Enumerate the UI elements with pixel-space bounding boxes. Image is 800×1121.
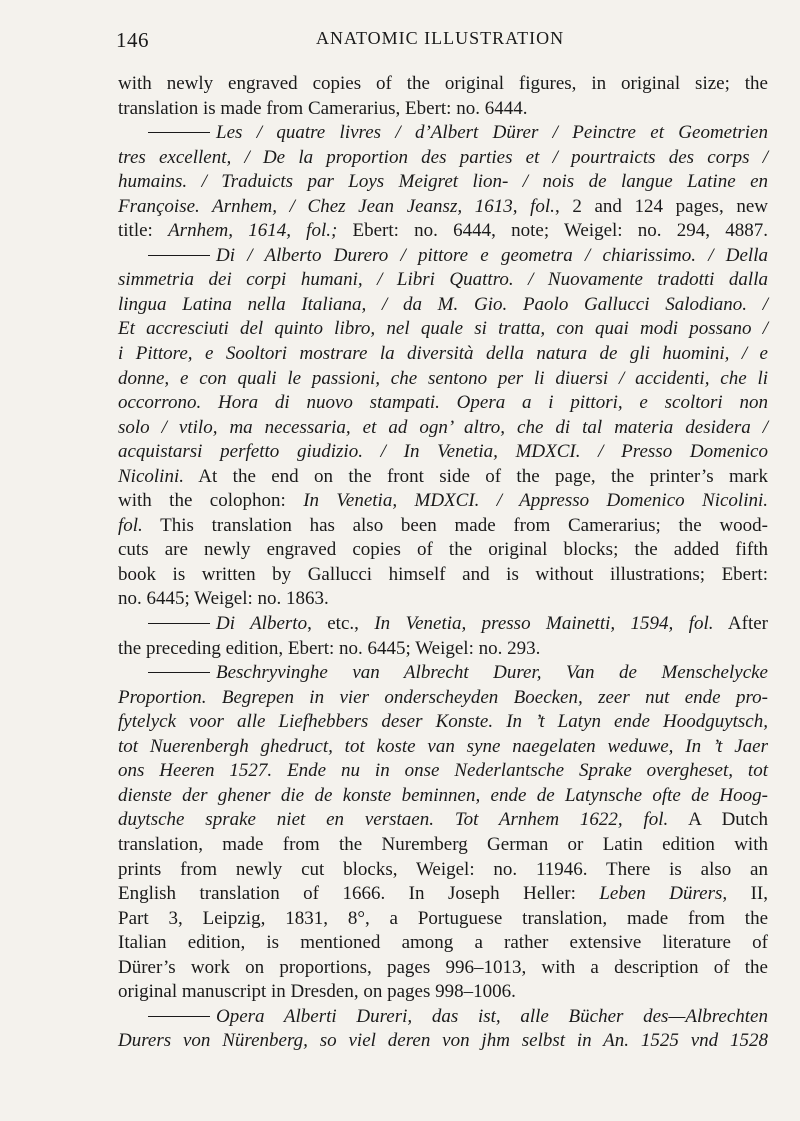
text-line [118, 342, 768, 367]
text-line [118, 784, 768, 809]
text-run: prints from newly cut blocks, Weigel: no. 11946. There is also an [118, 858, 768, 880]
text-run: II, [727, 883, 769, 905]
text-run: translation, made from the Nuremberg German or Latin edition with [118, 833, 768, 855]
text-run: tres excellent, / De la proportion des parties et / pourtraicts des corps / [118, 146, 768, 168]
text-run: simmetria dei corpi humani, / Libri Quattro. / Nuovamente tradotti dalla [118, 269, 768, 291]
text-line [118, 956, 768, 981]
page-header [116, 28, 766, 52]
text-run: Di Alberto [216, 613, 308, 635]
text-run: i Pittore, e Sooltori mostrare la diversità della natura de gli huomini, / e [118, 343, 768, 365]
text-run: After [713, 613, 768, 635]
text-run: translation is made from Camerarius, Ebert: no. 6444. [118, 97, 528, 119]
text-run: fytelyck voor alle Liefhebbers deser Konste. In ’t Latyn ende Hoodguytsch, [118, 711, 768, 733]
text-run: no. 6445; Weigel: no. 1863. [118, 588, 329, 610]
text-run: Les / quatre livres / d’Albert Dürer / Peinctre et Geometrien [216, 122, 768, 144]
text-run: occorrono. Hora di nuovo stampati. Opera a i pittori, e scoltori non [118, 392, 768, 414]
text-run: This translation has also been made from Camerarius; the wood- [142, 514, 768, 536]
body-text [118, 72, 768, 1054]
text-run: Opera Alberti Dureri, das ist, alle Bücher des—Albrechten [216, 1005, 768, 1027]
text-run: book is written by Gallucci himself and is without illustrations; Ebert: [118, 563, 768, 585]
text-run: Beschryvinghe van Albrecht Durer, Van de Menschelycke [216, 662, 768, 684]
text-line [118, 244, 768, 269]
text-line [118, 416, 768, 441]
text-run: ons Heeren 1527. Ende nu in onse Nederlantsche Sprake overgheset, tot [118, 760, 768, 782]
ditto-rule [148, 672, 210, 673]
text-line [118, 170, 768, 195]
text-line [118, 367, 768, 392]
text-run: Durers von Nürenberg, so viel deren von jhm selbst in An. 1525 vnd 1528 [118, 1030, 768, 1052]
running-title: ANATOMIC ILLUSTRATION [316, 28, 565, 48]
text-line [118, 980, 768, 1005]
text-line [118, 1029, 768, 1054]
text-run: Françoise. Arnhem, / Chez Jean Jeansz, 1613, fol. [118, 195, 555, 217]
text-line [118, 587, 768, 612]
text-line [118, 661, 768, 686]
text-run: original manuscript in Dresden, on pages 998–1006. [118, 981, 516, 1003]
text-run: A Dutch [668, 809, 768, 831]
text-line [118, 440, 768, 465]
text-line [118, 833, 768, 858]
text-line [118, 858, 768, 883]
text-line [118, 686, 768, 711]
text-run: fol. [118, 514, 143, 536]
ditto-rule [148, 1016, 210, 1017]
text-line [118, 219, 768, 244]
text-line [118, 735, 768, 760]
text-line [118, 465, 768, 490]
text-run: Et accresciuti del quinto libro, nel quale si tratta, con quai modi possano / [118, 318, 768, 340]
text-line [118, 293, 768, 318]
text-run: the preceding edition, Ebert: no. 6445; Weigel: no. 293. [118, 637, 541, 659]
text-line [118, 121, 768, 146]
text-line [118, 612, 768, 637]
text-run: , etc., [307, 613, 375, 635]
text-run: with newly engraved copies of the original figures, in original size; the [118, 73, 768, 94]
text-line [118, 317, 768, 342]
text-run: cuts are newly engraved copies of the original blocks; the added fifth [118, 539, 768, 561]
text-run: Di / Alberto Durero / pittore e geometra / chiarissimo. / Della [216, 244, 768, 266]
text-line [118, 637, 768, 662]
text-line [118, 391, 768, 416]
text-run: Leben Dürers, [599, 883, 728, 905]
text-run: solo / vtilo, ma necessaria, et ad ogn’ altro, che di tal materia desidera / [118, 416, 768, 438]
text-run: In Venetia, MDXCI. / Appresso Domenico Nicolini. [303, 490, 768, 512]
text-run: Part 3, Leipzig, 1831, 8°, a Portuguese translation, made from the [118, 907, 768, 929]
text-run: duytsche sprake niet en verstaen. Tot Arnhem 1622, fol. [118, 809, 669, 831]
text-run: At the end on the front side of the page, the printer’s mark [183, 465, 768, 487]
text-run: Ebert: no. 6444, note; Weigel: no. 294, 4887. [337, 220, 769, 242]
text-line [118, 931, 768, 956]
ditto-rule [148, 255, 210, 256]
text-line [118, 1005, 768, 1030]
text-line [118, 195, 768, 220]
text-run: In Venetia, presso Mainetti, 1594, fol. [374, 613, 714, 635]
text-line [118, 808, 768, 833]
text-run: Nicolini. [118, 465, 184, 487]
text-line [118, 759, 768, 784]
text-run: Dürer’s work on proportions, pages 996–1013, with a description of the [118, 956, 768, 978]
text-line [118, 489, 768, 514]
text-run: dienste der ghener die de konste beminnen, ende de Latynsche ofte de Hoog- [118, 784, 768, 806]
text-line [118, 563, 768, 588]
text-run: tot Nuerenbergh ghedruct, tot koste van syne naegelaten weduwe, In ’t Jaer [118, 735, 768, 757]
ditto-rule [148, 132, 210, 133]
text-run: title: [118, 220, 169, 242]
text-run: donne, e con quali le passioni, che sentono per li diuersi / accidenti, che li [118, 367, 768, 389]
text-line [118, 97, 768, 122]
text-run: humains. / Traduicts par Loys Meigret lion- / nois de langue Latine en [118, 171, 768, 193]
text-run: Italian edition, is mentioned among a rather extensive literature of [118, 932, 768, 954]
text-run: Arnhem, 1614, fol.; [168, 220, 338, 242]
text-run: acquistarsi perfetto giudizio. / In Venetia, MDXCI. / Presso Domenico [118, 441, 768, 463]
text-run: Proportion. Begrepen in vier onderscheyden Boecken, zeer nut ende pro- [118, 686, 768, 708]
text-line [118, 146, 768, 171]
text-run: , 2 and 124 pages, new [554, 195, 768, 217]
text-line [118, 538, 768, 563]
ditto-rule [148, 623, 210, 624]
text-run: English translation of 1666. In Joseph Heller: [118, 883, 600, 905]
text-line [118, 268, 768, 293]
text-line [118, 514, 768, 539]
text-run: lingua Latina nella Italiana, / da M. Gio. Paolo Gallucci Salodiano. / [118, 293, 768, 315]
text-line [118, 72, 768, 97]
text-line [118, 907, 768, 932]
page-number: 146 [116, 28, 149, 52]
text-run: with the colophon: [118, 490, 304, 512]
text-line [118, 710, 768, 735]
text-line [118, 882, 768, 907]
